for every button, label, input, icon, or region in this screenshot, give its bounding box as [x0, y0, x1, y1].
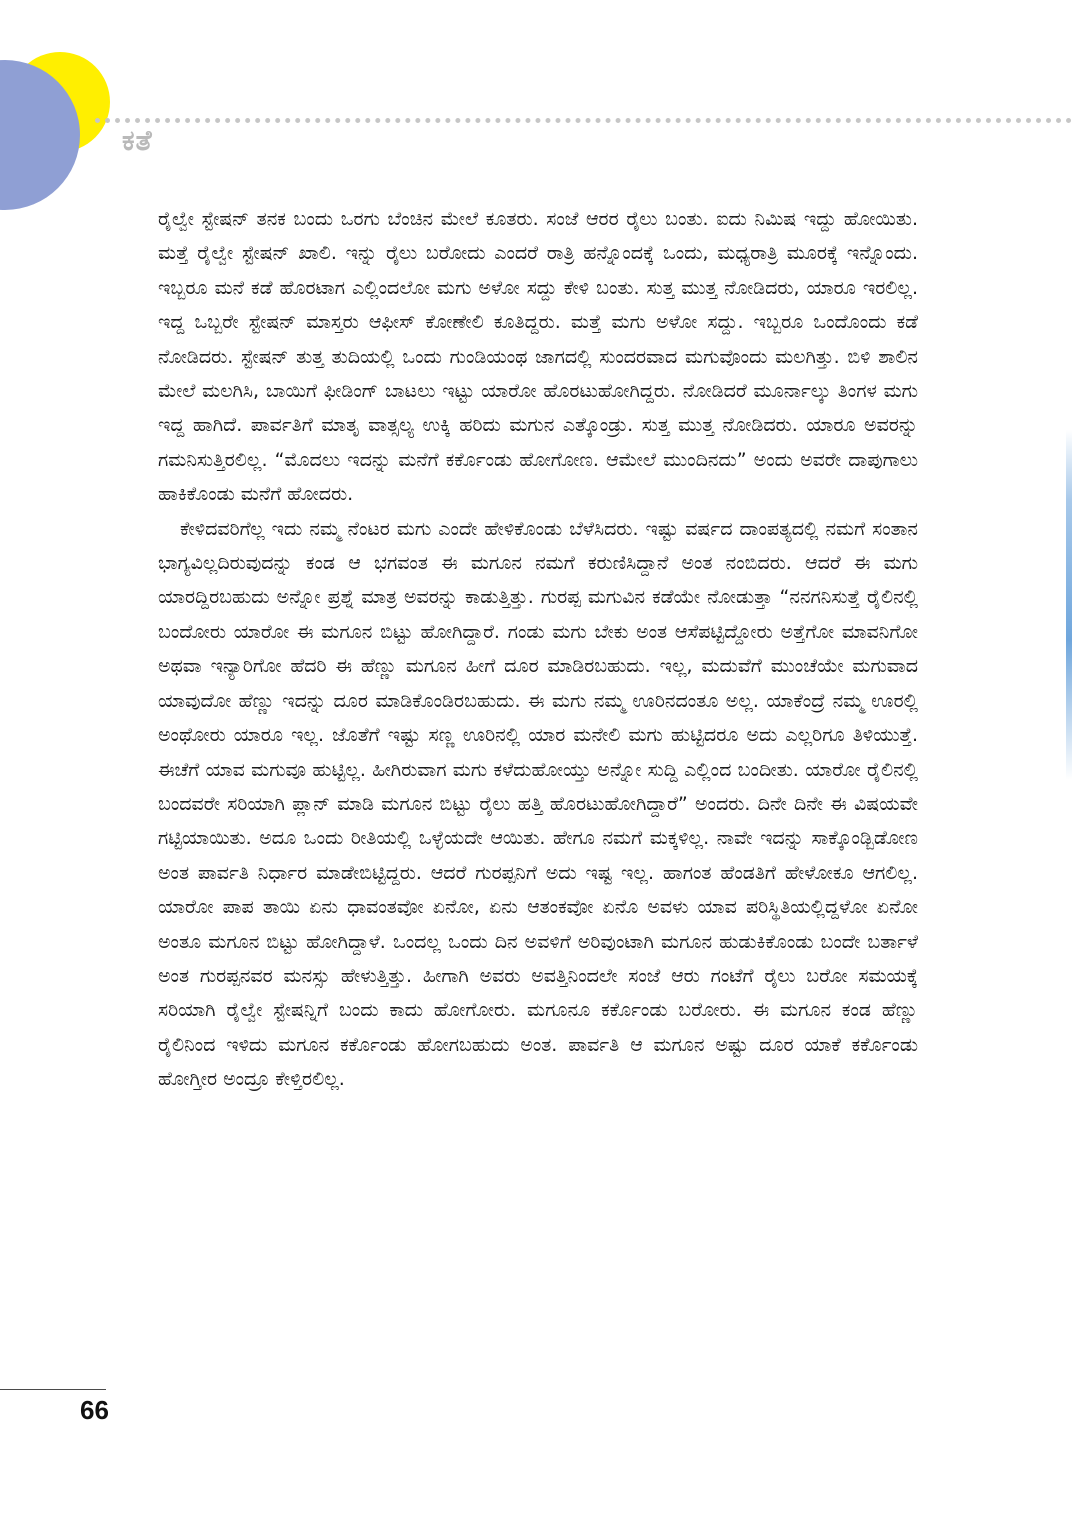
- footer-rule: [0, 1389, 106, 1390]
- story-paragraph-1: ರೈಲ್ವೇ ಸ್ಟೇಷನ್ ತನಕ ಬಂದು ಒರಗು ಬೆಂಚಿನ ಮೇಲೆ ಕೂತರು. ಸಂಜೆ ಆರರ ರೈಲು ಬಂತು. ಐದು ನಿಮಿಷ ಇದ್ದು ಹೋಯಿತು. ಮತ್ತೆ ರೈಲ್ವೇ ಸ್ಟೇಷನ್ ಖಾಲಿ. ಇನ್ನು ರೈಲು ಬರೋದು ಎಂದರೆ ರಾತ್ರಿ ಹನ್ನೊಂದಕ್ಕೆ ಒಂದು, ಮಧ್ಯರಾತ್ರಿ ಮೂರಕ್ಕೆ ಇನ್ನೊಂದು. ಇಬ್ಬರೂ ಮನೆ ಕಡೆ ಹೊರಟಾಗ ಎಲ್ಲಿಂದಲೋ ಮಗು ಅಳೋ ಸದ್ದು ಕೇಳಿ ಬಂತು. ಸುತ್ತ ಮುತ್ತ ನೋಡಿದರು, ಯಾರೂ ಇರಲಿಲ್ಲ. ಇದ್ದ ಒಬ್ಬರೇ ಸ್ಟೇಷನ್ ಮಾಸ್ತರು ಆಫೀಸ್ ಕೋಣೇಲಿ ಕೂತಿದ್ದರು. ಮತ್ತೆ ಮಗು ಅಳೋ ಸದ್ದು. ಇಬ್ಬರೂ ಒಂದೊಂದು ಕಡೆ ನೋಡಿದರು. ಸ್ಟೇಷನ್ ತುತ್ತ ತುದಿಯಲ್ಲಿ ಒಂದು ಗುಂಡಿಯಂಥ ಜಾಗದಲ್ಲಿ ಸುಂದರವಾದ ಮಗುವೊಂದು ಮಲಗಿತ್ತು. ಬಿಳಿ ಶಾಲಿನ ಮೇಲೆ ಮಲಗಿಸಿ, ಬಾಯಿಗೆ ಫೀಡಿಂಗ್ ಬಾಟಲು ಇಟ್ಟು ಯಾರೋ ಹೊರಟುಹೋಗಿದ್ದರು. ನೋಡಿದರೆ ಮೂರ್ನಾಲ್ಕು ತಿಂಗಳ ಮಗು ಇದ್ದ ಹಾಗಿದೆ. ಪಾರ್ವತಿಗೆ ಮಾತೃ ವಾತ್ಸಲ್ಯ ಉಕ್ಕಿ ಹರಿದು ಮಗುನ ಎತ್ಕೊಂಡ್ರು. ಸುತ್ತ ಮುತ್ತ ನೋಡಿದರು. ಯಾರೂ ಅವರನ್ನು ಗಮನಿಸುತ್ತಿರಲಿಲ್ಲ. “ಮೊದಲು ಇದನ್ನು ಮನೆಗೆ ಕರ್ಕೊಂಡು ಹೋಗೋಣ. ಆಮೇಲೆ ಮುಂದಿನದು” ಅಂದು ಅವರೇ ದಾಪುಗಾಲು ಹಾಕಿಕೊಂಡು ಮನೆಗೆ ಹೋದರು.: [158, 208, 918, 506]
- page-edge-mark: [1066, 430, 1072, 780]
- story-body: [158, 202, 918, 1097]
- story-paragraph-2: ಕೇಳಿದವರಿಗೆಲ್ಲ ಇದು ನಮ್ಮ ನೆಂಟರ ಮಗು ಎಂದೇ ಹೇಳಿಕೊಂಡು ಬೆಳೆಸಿದರು. ಇಷ್ಟು ವರ್ಷದ ದಾಂಪತ್ಯದಲ್ಲಿ ನಮಗೆ ಸಂತಾನ ಭಾಗ್ಯವಿಲ್ಲದಿರುವುದನ್ನು ಕಂಡ ಆ ಭಗವಂತ ಈ ಮಗೂನ ನಮಗೆ ಕರುಣಿಸಿದ್ದಾನೆ ಅಂತ ನಂಬಿದರು. ಆದರೆ ಈ ಮಗು ಯಾರದ್ದಿರಬಹುದು ಅನ್ನೋ ಪ್ರಶ್ನೆ ಮಾತ್ರ ಅವರನ್ನು ಕಾಡುತ್ತಿತ್ತು. ಗುರಪ್ಪ ಮಗುವಿನ ಕಡೆಯೇ ನೋಡುತ್ತಾ “ನನಗನಿಸುತ್ತೆ ರೈಲಿನಲ್ಲಿ ಬಂದೋರು ಯಾರೋ ಈ ಮಗೂನ ಬಿಟ್ಟು ಹೋಗಿದ್ದಾರೆ. ಗಂಡು ಮಗು ಬೇಕು ಅಂತ ಆಸೆಪಟ್ಟಿದ್ದೋರು ಅತ್ತೆಗೋ ಮಾವನಿಗೋ ಅಥವಾ ಇನ್ಯಾರಿಗೋ ಹೆದರಿ ಈ ಹೆಣ್ಣು ಮಗೂನ ಹೀಗೆ ದೂರ ಮಾಡಿರಬಹುದು. ಇಲ್ಲ, ಮದುವೆಗೆ ಮುಂಚೆಯೇ ಮಗುವಾದ ಯಾವುದೋ ಹೆಣ್ಣು ಇದನ್ನು ದೂರ ಮಾಡಿಕೊಂಡಿರಬಹುದು. ಈ ಮಗು ನಮ್ಮ ಊರಿನದಂತೂ ಅಲ್ಲ. ಯಾಕೆಂದ್ರೆ ನಮ್ಮ ಊರಲ್ಲಿ ಅಂಥೋರು ಯಾರೂ ಇಲ್ಲ. ಜೊತೆಗೆ ಇಷ್ಟು ಸಣ್ಣ ಊರಿನಲ್ಲಿ ಯಾರ ಮನೇಲಿ ಮಗು ಹುಟ್ಟಿದರೂ ಅದು ಎಲ್ಲರಿಗೂ ತಿಳಿಯುತ್ತೆ. ಈಚೆಗೆ ಯಾವ ಮಗುವೂ ಹುಟ್ಟಿಲ್ಲ. ಹೀಗಿರುವಾಗ ಮಗು ಕಳೆದುಹೋಯ್ತು ಅನ್ನೋ ಸುದ್ದಿ ಎಲ್ಲಿಂದ ಬಂದೀತು. ಯಾರೋ ರೈಲಿನಲ್ಲಿ ಬಂದವರೇ ಸರಿಯಾಗಿ ಪ್ಲಾನ್ ಮಾಡಿ ಮಗೂನ ಬಿಟ್ಟು ರೈಲು ಹತ್ತಿ ಹೊರಟುಹೋಗಿದ್ದಾರೆ” ಅಂದರು. ದಿನೇ ದಿನೇ ಈ ವಿಷಯವೇ ಗಟ್ಟಿಯಾಯಿತು. ಅದೂ ಒಂದು ರೀತಿಯಲ್ಲಿ ಒಳ್ಳೆಯದೇ ಆಯಿತು. ಹೇಗೂ ನಮಗೆ ಮಕ್ಕಳಿಲ್ಲ. ನಾವೇ ಇದನ್ನು ಸಾಕ್ಕೊಂಡ್ಬಿಡೋಣ ಅಂತ ಪಾರ್ವತಿ ನಿರ್ಧಾರ ಮಾಡೇಬಿಟ್ಟಿದ್ದರು. ಆದರೆ ಗುರಪ್ಪನಿಗೆ ಅದು ಇಷ್ಟ ಇಲ್ಲ. ಹಾಗಂತ ಹೆಂಡತಿಗೆ ಹೇಳೋಕೂ ಆಗಲಿಲ್ಲ. ಯಾರೋ ಪಾಪ ತಾಯಿ ಏನು ಧಾವಂತವೋ ಏನೋ, ಏನು ಆತಂಕವೋ ಏನೊ ಅವಳು ಯಾವ ಪರಿಸ್ಥಿತಿಯಲ್ಲಿದ್ದಳೋ ಏನೋ ಅಂತೂ ಮಗೂನ ಬಿಟ್ಟು ಹೋಗಿದ್ದಾಳೆ. ಒಂದಲ್ಲ ಒಂದು ದಿನ ಅವಳಿಗೆ ಅರಿವುಂಟಾಗಿ ಮಗೂನ ಹುಡುಕಿಕೊಂಡು ಬಂದೇ ಬರ್ತಾಳೆ ಅಂತ ಗುರಪ್ಪನವರ ಮನಸ್ಸು ಹೇಳುತ್ತಿತ್ತು. ಹೀಗಾಗಿ ಅವರು ಅವತ್ತಿನಿಂದಲೇ ಸಂಜೆ ಆರು ಗಂಟೆಗೆ ರೈಲು ಬರೋ ಸಮಯಕ್ಕೆ ಸರಿಯಾಗಿ ರೈಲ್ವೇ ಸ್ಟೇಷನ್ನಿಗೆ ಬಂದು ಕಾದು ಹೋಗೋರು. ಮಗೂನೂ ಕರ್ಕೊಂಡು ಬರೋರು. ಈ ಮಗೂನ ಕಂಡ ಹೆಣ್ಣು ರೈಲಿನಿಂದ ಇಳಿದು ಮಗೂನ ಕರ್ಕೊಂಡು ಹೋಗಬಹುದು ಅಂತ. ಪಾರ್ವತಿ ಆ ಮಗೂನ ಅಷ್ಟು ದೂರ ಯಾಕೆ ಕರ್ಕೊಂಡು ಹೋಗ್ತೀರ ಅಂದ್ರೂ ಕೇಳ್ತಿರಲಿಲ್ಲ.: [158, 517, 918, 1091]
- page-number: 66: [80, 1395, 109, 1425]
- section-label: ಕತೆ: [122, 124, 153, 157]
- header-dotted-rule: [95, 118, 1072, 123]
